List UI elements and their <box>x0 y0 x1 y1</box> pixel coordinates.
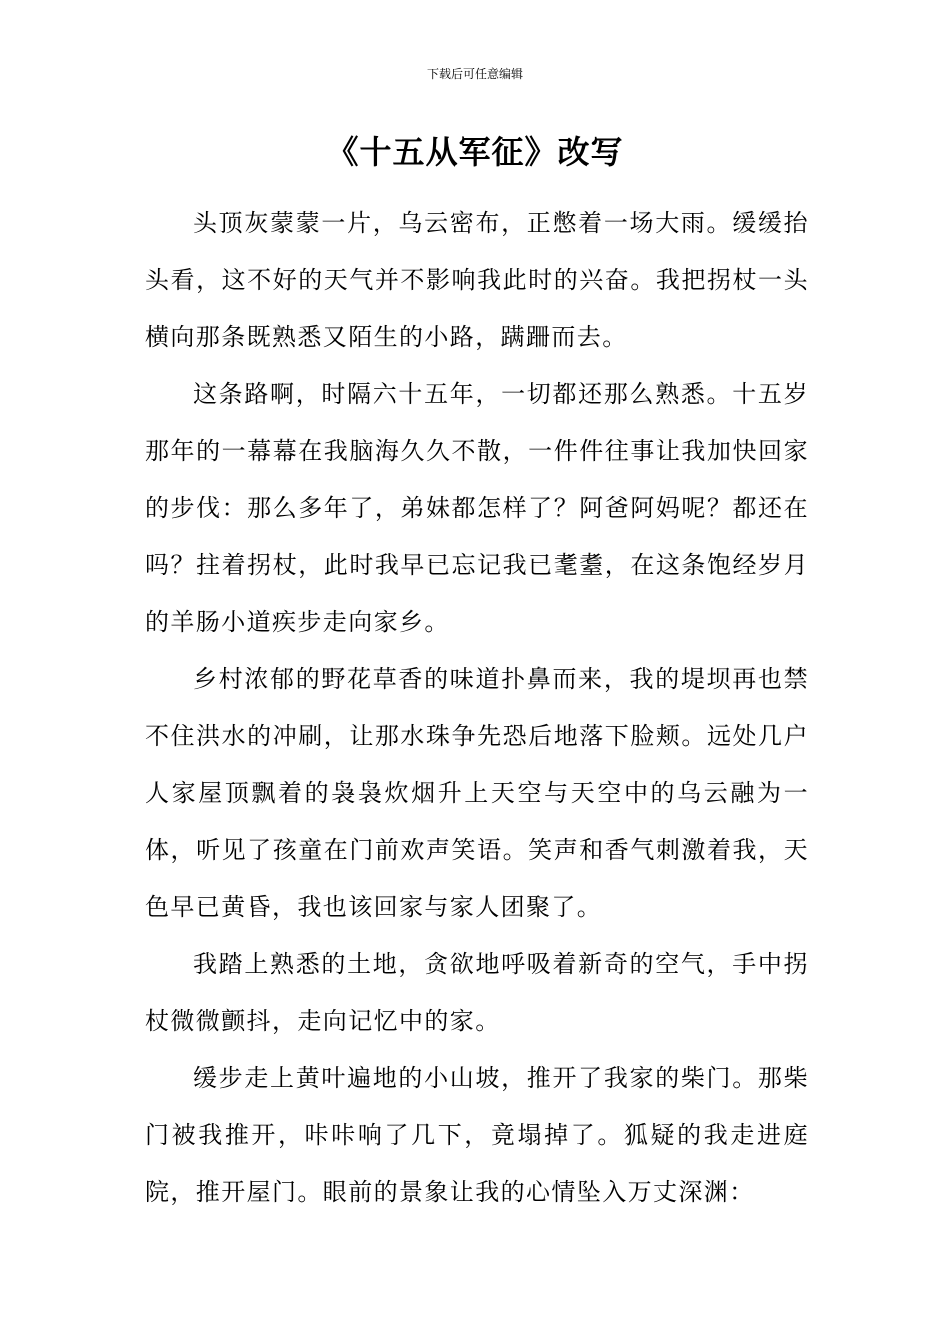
paragraph: 乡村浓郁的野花草香的味道扑鼻而来，我的堤坝再也禁不住洪水的冲刷，让那水珠争先恐后地落下脸颊。远处几户人家屋顶飘着的袅袅炊烟升上天空与天空中的乌云融为一体，听见了孩童在门前欢声笑语。笑声和香气刺激着我，天色早已黄昏，我也该回家与家人团聚了。 <box>145 665 809 921</box>
document-body <box>145 195 809 1221</box>
paragraph: 我踏上熟悉的土地，贪欲地呼吸着新奇的空气，手中拐杖微微颤抖，走向记忆中的家。 <box>145 950 809 1035</box>
paragraph: 这条路啊，时隔六十五年，一切都还那么熟悉。十五岁那年的一幕幕在我脑海久久不散，一件件往事让我加快回家的步伐：那么多年了，弟妹都怎样了？阿爸阿妈呢？都还在吗？拄着拐杖，此时我早已忘记我已耄耋，在这条饱经岁月的羊肠小道疾步走向家乡。 <box>145 380 809 636</box>
header-note: 下载后可任意编辑 <box>426 67 523 81</box>
paragraph: 头顶灰蒙蒙一片，乌云密布，正憋着一场大雨。缓缓抬头看，这不好的天气并不影响我此时的兴奋。我把拐杖一头横向那条既熟悉又陌生的小路，蹒跚而去。 <box>145 209 809 351</box>
paragraph: 缓步走上黄叶遍地的小山坡，推开了我家的柴门。那柴门被我推开，咔咔响了几下，竟塌掉了。狐疑的我走进庭院，推开屋门。眼前的景象让我的心情坠入万丈深渊： <box>145 1064 809 1206</box>
document-title: 《十五从军征》改写 <box>326 133 624 171</box>
